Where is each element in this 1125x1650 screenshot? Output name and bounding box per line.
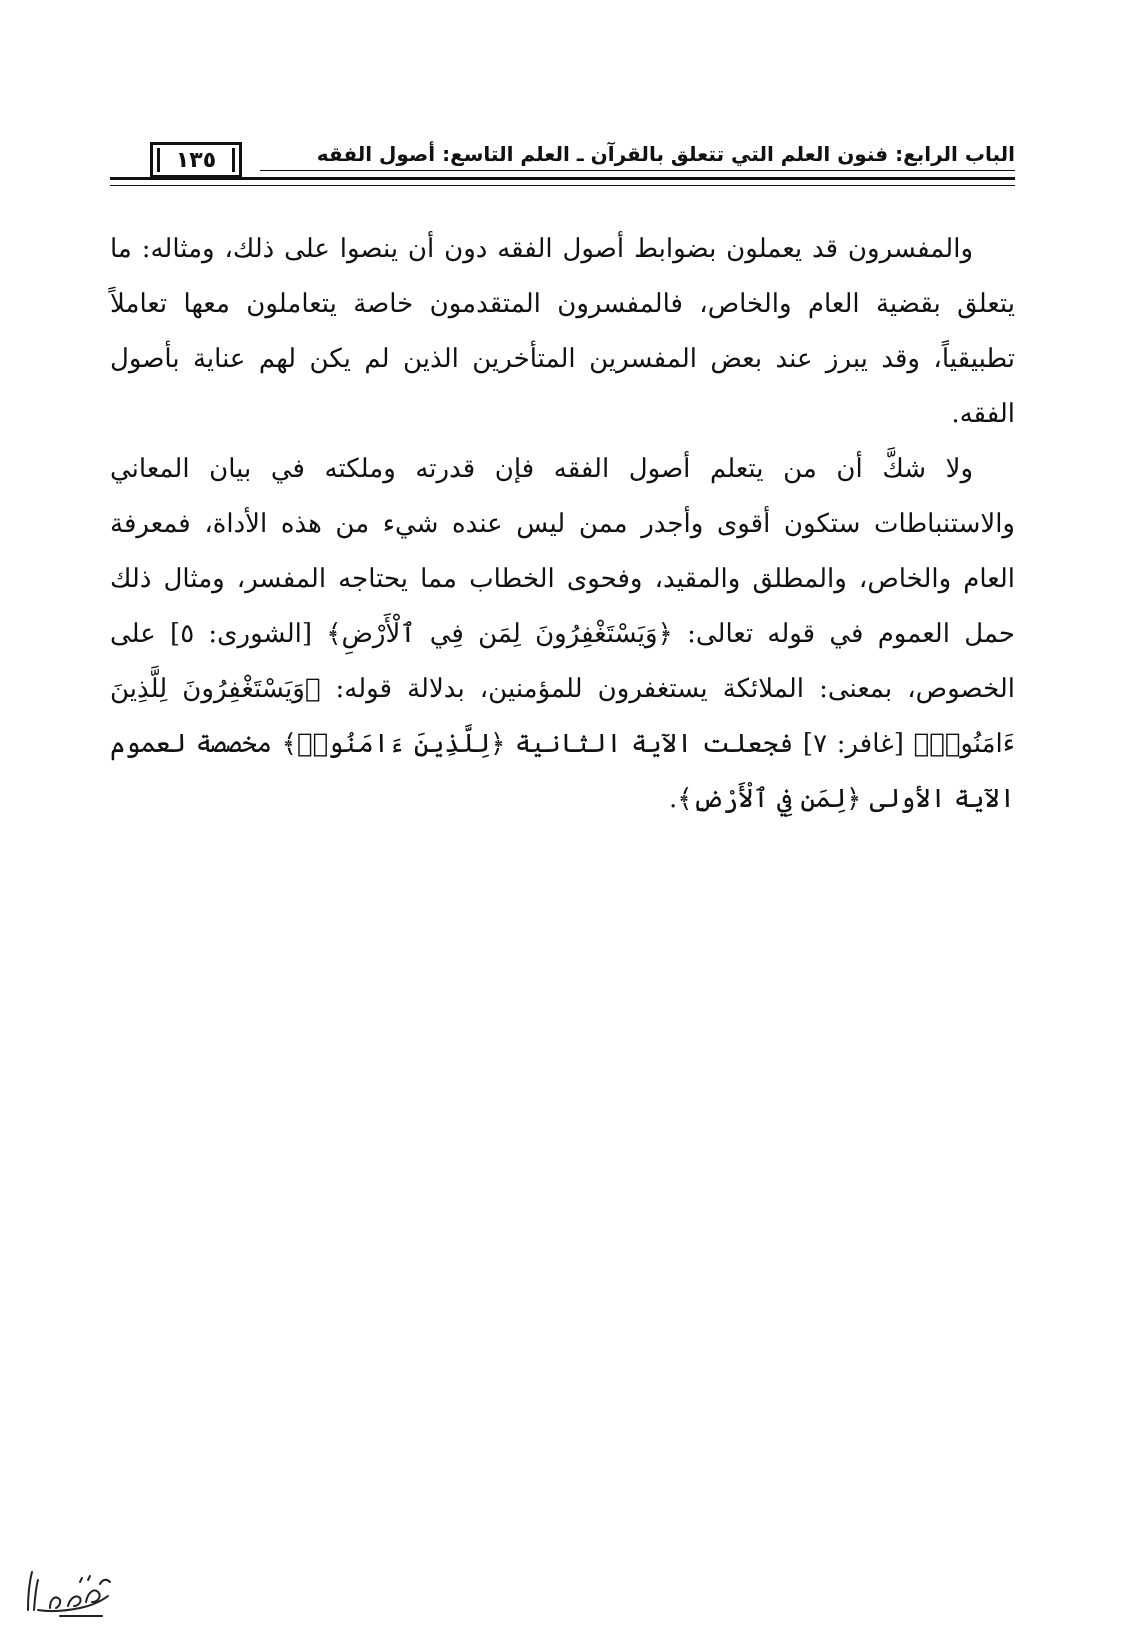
paragraph: والمفسرون قد يعملون بضوابط أصول الفقه دون أن ينصوا على ذلك، ومثاله: ما يتعلق بقضية العام والخاص، فالمفسرون المتقدمون خاصة يتعاملون معها تعاملاً تطبيقياً، وقد يبرز عند بعض المفسرين المتأخرين الذين لم يكن لهم عناية بأصول الفقه. bbox=[110, 234, 1015, 429]
header-rule-thick bbox=[110, 177, 1015, 180]
calligraphy-logo-icon bbox=[20, 1562, 120, 1622]
header-title: الباب الرابع: فنون العلم التي تتعلق بالقرآن ـ العلم التاسع: أصول الفقه bbox=[316, 142, 1015, 166]
header-rule-upper bbox=[260, 170, 1015, 171]
body-text bbox=[110, 222, 1015, 827]
header-rule-thin bbox=[110, 185, 1015, 186]
running-header bbox=[110, 140, 1015, 200]
page-number-frame bbox=[150, 142, 242, 178]
page-number: ١٣٥ bbox=[175, 147, 217, 173]
paragraph: ولا شكَّ أن من يتعلم أصول الفقه فإن قدرته وملكته في بيان المعاني والاستنباطات ستكون أقوى وأجدر ممن ليس عنده شيء من هذه الأداة، فمعرفة العام والخاص، والمطلق والمقيد، وفحوى الخطاب مما يحتاجه المفسر، ومثال ذلك حمل العموم في قوله تعالى: ﴿وَيَسْتَغْفِرُونَ لِمَن فِي ٱلْأَرْضِ﴾ [الشورى: ٥] على الخصوص، بمعنى: الملائكة يستغفرون للمؤمنين، بدلالة قوله: ﴿وَيَسْتَغْفِرُونَ لِلَّذِينَ ءَامَنُوا۟﴾ [غافر: ٧] فجعلت الآية الثانية ﴿لِلَّذِينَ ءَامَنُوا۟﴾ مخصصة لعموم الآية الأولى ﴿لِمَن فِي ٱلْأَرْضِ﴾. bbox=[110, 454, 1016, 814]
